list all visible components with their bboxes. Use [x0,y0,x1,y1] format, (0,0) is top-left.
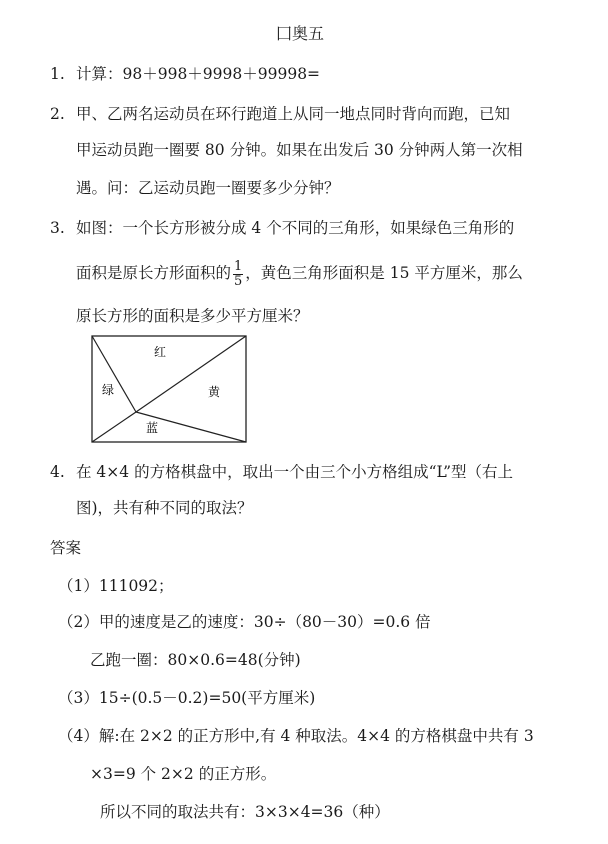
question-4-number: 4. [50,463,65,481]
answer-3: （3）15÷(0.5－0.2)=50(平方厘米) [58,689,316,707]
fraction-one-fifth [233,260,243,289]
answer-4-line-2: ×3=9 个 2×2 的正方形。 [90,765,277,783]
label-red: 红 [154,345,167,359]
answer-4-line-1: （4）解:在 2×2 的正方形中,有 4 种取法。4×4 的方格棋盘中共有 3 [58,727,534,745]
question-3-line-2 [76,258,523,289]
question-3-line-2-start: 面积是原长方形面积的 [76,264,232,282]
question-3-line-1: 如图：一个长方形被分成 4 个不同的三角形，如果绿色三角形的 [76,219,515,237]
question-4-line-1: 在 4×4 的方格棋盘中，取出一个由三个小方格组成“L”型（右上 [76,463,513,481]
question-1-number: 1. [50,65,65,83]
label-green: 绿 [102,383,115,397]
page-title: 囗奥五 [276,24,325,43]
figure-line-bottom-left [92,412,136,442]
question-2-number: 2. [50,105,65,123]
answer-4-line-3: 所以不同的取法共有：3×3×4=36（种） [100,803,390,821]
question-3-number: 3. [50,219,65,237]
question-3-line-2-end: ，黄色三角形面积是 15 平方厘米，那么 [245,264,523,282]
label-yellow: 黄 [208,385,221,399]
figure-line-top-left [92,336,136,412]
figure-line-top-right [136,336,246,412]
fraction-denominator: 5 [234,273,243,289]
question-3-line-3: 原长方形的面积是多少平方厘米？ [76,307,309,325]
question-4-line-2: 图)，共有种不同的取法？ [76,499,253,517]
answer-1: （1）111092； [58,577,174,595]
answer-2-line-1: （2）甲的速度是乙的速度：30÷（80－30）=0.6 倍 [58,613,431,631]
question-2-line-3: 遇。问：乙运动员跑一圈要多少分钟？ [76,179,340,197]
question-2-line-2: 甲运动员跑一圈要 80 分钟。如果在出发后 30 分钟两人第一次相 [76,141,523,159]
question-1-text: 计算：98＋998＋9998＋99998= [76,65,321,83]
answers-heading: 答案 [50,539,82,557]
fraction-numerator: 1 [234,258,243,274]
answer-2-line-2: 乙跑一圈：80×0.6=48(分钟) [90,651,301,669]
rectangle-figure [90,334,250,446]
question-2-line-1: 甲、乙两名运动员在环行跑道上从同一地点同时背向而跑，已知 [76,105,511,123]
label-blue: 蓝 [146,421,159,435]
